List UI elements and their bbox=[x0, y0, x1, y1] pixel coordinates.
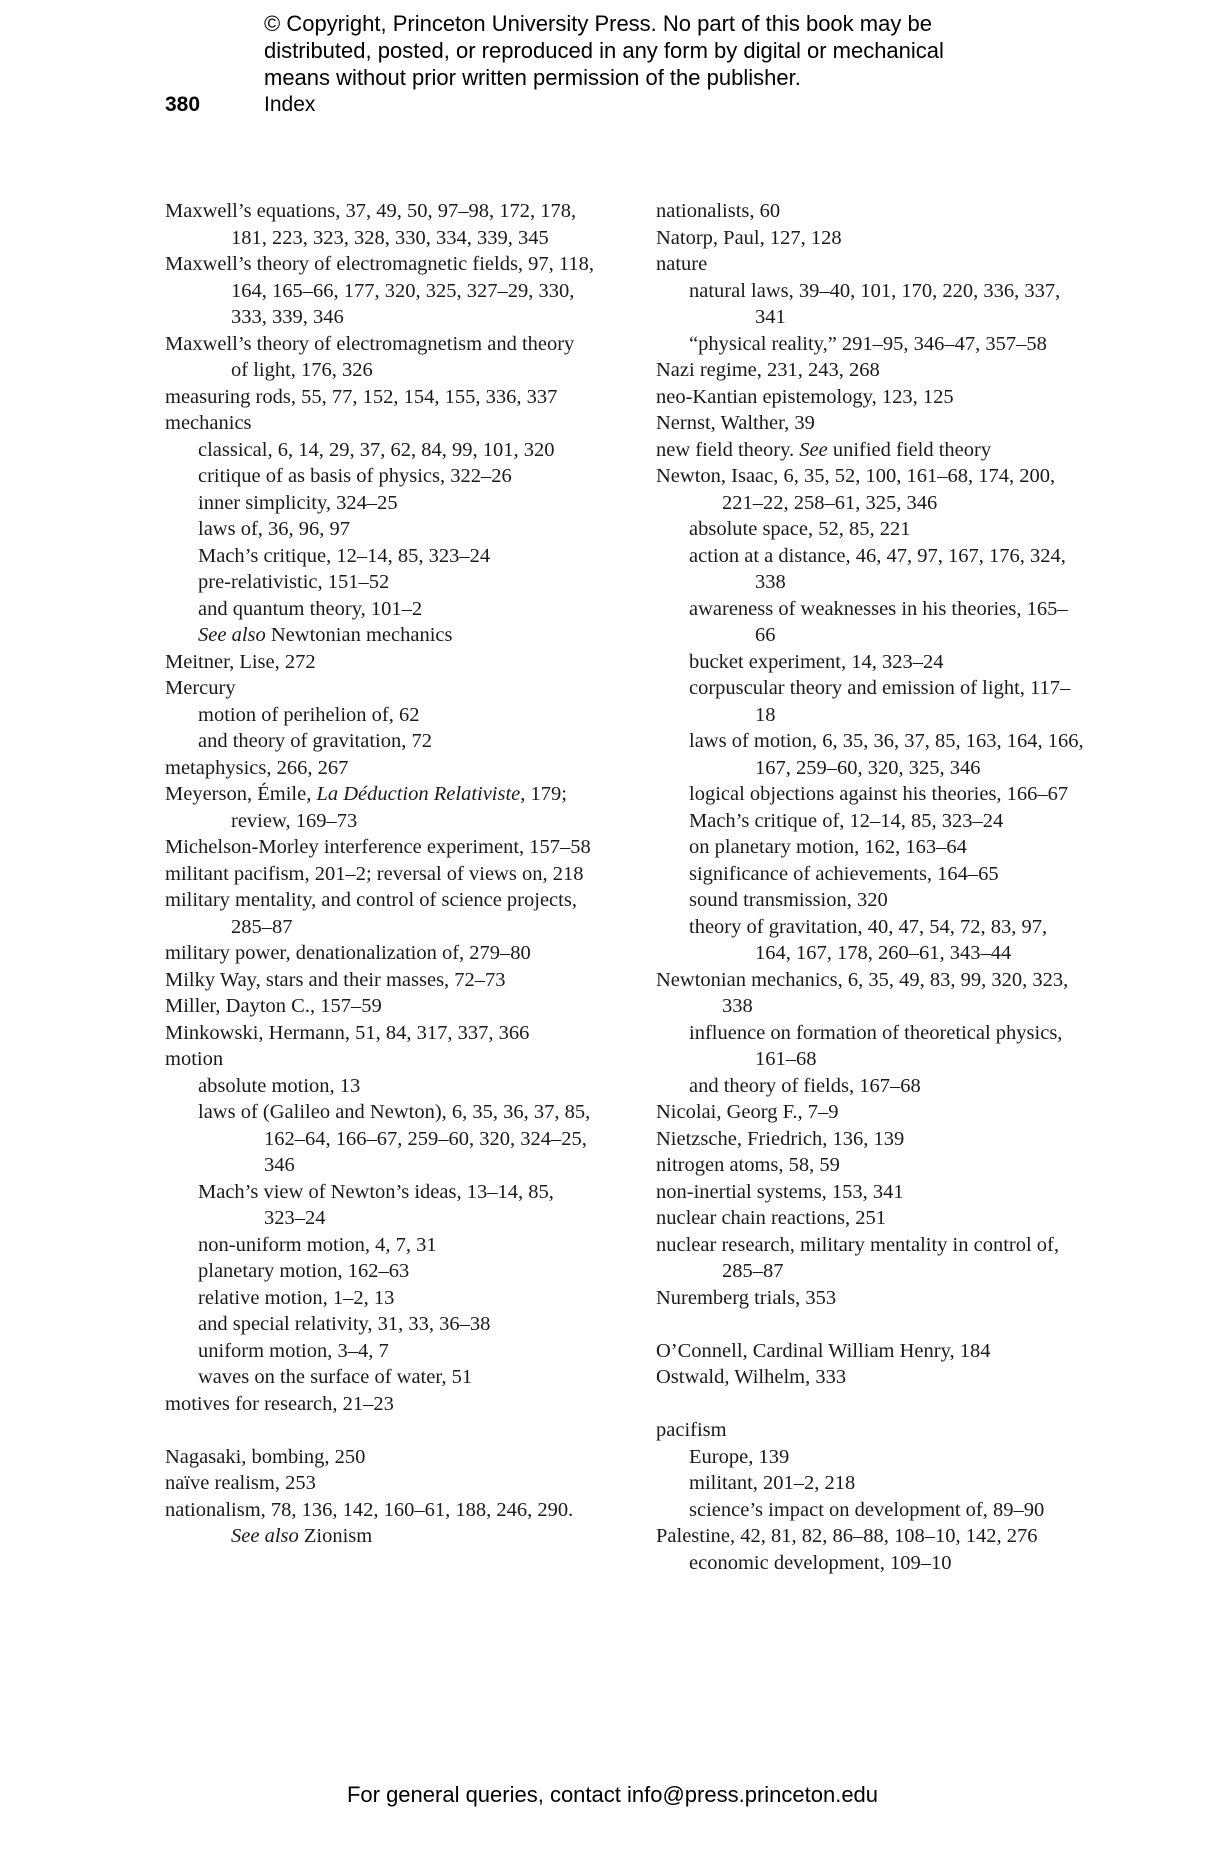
entry-text: Nernst, Walther, 39 bbox=[656, 412, 815, 434]
entry-text: and theory of gravitation, 72 bbox=[198, 730, 432, 752]
entry-text: and quantum theory, 101–2 bbox=[198, 597, 423, 620]
index-subentry bbox=[656, 887, 1086, 914]
index-entry bbox=[656, 1285, 1086, 1312]
entry-text: science’s impact on development of, 89–90 bbox=[689, 1498, 1045, 1521]
letter-group-gap bbox=[165, 1417, 595, 1444]
entry-text: motion bbox=[165, 1048, 224, 1070]
index-entry bbox=[165, 1046, 595, 1073]
entry-text: Mach’s critique of, 12–14, 85, 323–24 bbox=[689, 809, 1004, 832]
index-entry bbox=[165, 251, 595, 331]
entry-italic-text: See bbox=[799, 438, 828, 461]
index-entry bbox=[165, 993, 595, 1020]
index-entry bbox=[656, 1205, 1086, 1232]
index-subentry bbox=[656, 543, 1086, 596]
entry-text: absolute motion, 13 bbox=[198, 1074, 361, 1097]
entry-text: militant, 201–2, 218 bbox=[689, 1472, 856, 1494]
index-subentry bbox=[165, 702, 595, 729]
entry-text: logical objections against his theories, 166–67 bbox=[689, 783, 1069, 805]
index-subentry bbox=[656, 516, 1086, 543]
entry-text: nuclear chain reactions, 251 bbox=[656, 1207, 886, 1229]
entry-text: laws of motion, 6, 35, 36, 37, 85, 163, 164, 166, 167, 259–60, 320, 325, 346 bbox=[689, 730, 1084, 779]
entry-text: Nuremberg trials, 353 bbox=[656, 1286, 837, 1309]
index-entry bbox=[656, 463, 1086, 516]
index-subentry bbox=[656, 596, 1086, 649]
index-entry bbox=[656, 1232, 1086, 1285]
entry-text: Newtonian mechanics, 6, 35, 49, 83, 99, 320, 323, 338 bbox=[656, 968, 1069, 1017]
copyright-line: © Copyright, Princeton University Press. No part of this book may be bbox=[264, 11, 932, 36]
index-entry bbox=[165, 781, 595, 834]
entry-text: planetary motion, 162–63 bbox=[198, 1260, 410, 1282]
copyright-line: distributed, posted, or reproduced in any form by digital or mechanical bbox=[264, 38, 944, 63]
index-subentry bbox=[165, 1364, 595, 1391]
index-entry bbox=[656, 1152, 1086, 1179]
entry-text: Palestine, 42, 81, 82, 86–88, 108–10, 142, 276 bbox=[656, 1525, 1038, 1547]
index-entry bbox=[656, 1179, 1086, 1206]
entry-text: Europe, 139 bbox=[689, 1445, 790, 1468]
entry-text: theory of gravitation, 40, 47, 54, 72, 83, 97, 164, 167, 178, 260–61, 343–44 bbox=[689, 915, 1048, 964]
index-entry bbox=[656, 251, 1086, 278]
entry-text: Mach’s critique, 12–14, 85, 323–24 bbox=[198, 544, 491, 567]
index-subentry bbox=[656, 1470, 1086, 1497]
entry-text: new field theory. bbox=[656, 438, 800, 461]
entry-text: Nietzsche, Friedrich, 136, 139 bbox=[656, 1127, 905, 1150]
entry-text: “physical reality,” 291–95, 346–47, 357–58 bbox=[689, 332, 1047, 355]
copyright-notice bbox=[264, 10, 1024, 91]
entry-text: critique of as basis of physics, 322–26 bbox=[198, 465, 512, 487]
entry-text: Nazi regime, 231, 243, 268 bbox=[656, 359, 880, 381]
index-entry bbox=[656, 384, 1086, 411]
entry-text: on planetary motion, 162, 163–64 bbox=[689, 836, 967, 858]
index-entry bbox=[656, 1364, 1086, 1391]
index-subentry bbox=[656, 808, 1086, 835]
index-subentry bbox=[165, 1179, 595, 1232]
index-entry bbox=[165, 384, 595, 411]
entry-text: military power, denationalization of, 279–80 bbox=[165, 942, 531, 964]
entry-text: non-uniform motion, 4, 7, 31 bbox=[198, 1233, 437, 1256]
entry-text: uniform motion, 3–4, 7 bbox=[198, 1339, 389, 1362]
entry-text: pre-relativistic, 151–52 bbox=[198, 571, 390, 593]
entry-text: natural laws, 39–40, 101, 170, 220, 336, 337, 341 bbox=[689, 279, 1061, 328]
index-subentry bbox=[656, 1550, 1086, 1577]
letter-group-gap bbox=[656, 1391, 1086, 1418]
index-entry bbox=[165, 1497, 595, 1550]
index-column-left bbox=[165, 198, 595, 1550]
index-subentry bbox=[165, 1099, 595, 1179]
entry-text: sound transmission, 320 bbox=[689, 889, 888, 911]
entry-text: relative motion, 1–2, 13 bbox=[198, 1286, 395, 1309]
entry-text: Maxwell’s theory of electromagnetic fields, 97, 118, 164, 165–66, 177, 320, 325, 327–29, 330, 333, 339, 346 bbox=[165, 253, 595, 328]
entry-text: and special relativity, 31, 33, 36–38 bbox=[198, 1313, 491, 1335]
index-subentry bbox=[165, 1232, 595, 1259]
entry-text: corpuscular theory and emission of light, 117–18 bbox=[689, 677, 1071, 726]
index-entry bbox=[165, 887, 595, 940]
index-subentry bbox=[165, 569, 595, 596]
index-entry bbox=[656, 1126, 1086, 1153]
entry-suffix: Zionism bbox=[298, 1525, 373, 1547]
entry-text: significance of achievements, 164–65 bbox=[689, 862, 999, 885]
entry-text: awareness of weaknesses in his theories, 165–66 bbox=[689, 597, 1068, 646]
index-subentry bbox=[165, 543, 595, 570]
cross-reference-label: See also bbox=[198, 624, 271, 646]
entry-text: nuclear research, military mentality in control of, 285–87 bbox=[656, 1233, 1060, 1282]
index-subentry bbox=[165, 596, 595, 623]
index-entry bbox=[165, 1470, 595, 1497]
entry-text: naïve realism, 253 bbox=[165, 1472, 316, 1494]
entry-text: Newtonian mechanics bbox=[270, 624, 453, 646]
index-entry bbox=[165, 410, 595, 437]
letter-group-gap bbox=[656, 1311, 1086, 1338]
index-entry bbox=[656, 357, 1086, 384]
index-subentry bbox=[165, 516, 595, 543]
index-subentry bbox=[656, 1444, 1086, 1471]
index-entry bbox=[165, 755, 595, 782]
entry-text: economic development, 109–10 bbox=[689, 1551, 952, 1574]
entry-text: Mach’s view of Newton’s ideas, 13–14, 85, 323–24 bbox=[198, 1180, 554, 1229]
index-subentry bbox=[165, 490, 595, 517]
entry-suffix: unified field theory bbox=[827, 438, 992, 461]
entry-text: pacifism bbox=[656, 1419, 727, 1441]
index-entry bbox=[165, 1020, 595, 1047]
index-entry bbox=[656, 967, 1086, 1020]
entry-text: Natorp, Paul, 127, 128 bbox=[656, 226, 842, 249]
entry-text: nature bbox=[656, 253, 708, 275]
entry-text: classical, 6, 14, 29, 37, 62, 84, 99, 101, 320 bbox=[198, 438, 555, 461]
entry-text: O’Connell, Cardinal William Henry, 184 bbox=[656, 1339, 991, 1362]
entry-text: Maxwell’s equations, 37, 49, 50, 97–98, 172, 178, 181, 223, 323, 328, 330, 334, 339, 345 bbox=[165, 200, 577, 249]
entry-text: inner simplicity, 324–25 bbox=[198, 491, 398, 514]
index-entry bbox=[165, 834, 595, 861]
index-entry bbox=[165, 861, 595, 888]
index-subentry bbox=[656, 649, 1086, 676]
entry-text: Minkowski, Hermann, 51, 84, 317, 337, 366 bbox=[165, 1021, 530, 1044]
index-subentry bbox=[165, 1073, 595, 1100]
entry-text: mechanics bbox=[165, 412, 252, 434]
entry-text: Nagasaki, bombing, 250 bbox=[165, 1445, 366, 1468]
entry-text: Ostwald, Wilhelm, 333 bbox=[656, 1366, 847, 1388]
index-entry bbox=[165, 198, 595, 251]
entry-italic-text: La Déduction Relativiste bbox=[316, 783, 521, 805]
entry-text: waves on the surface of water, 51 bbox=[198, 1366, 473, 1388]
copyright-line: means without prior written permission of the publisher. bbox=[264, 65, 801, 90]
index-entry bbox=[165, 940, 595, 967]
index-subentry bbox=[656, 675, 1086, 728]
index-entry bbox=[656, 198, 1086, 225]
index-subentry bbox=[656, 1497, 1086, 1524]
entry-text: motives for research, 21–23 bbox=[165, 1392, 394, 1415]
entry-text: militant pacifism, 201–2; reversal of views on, 218 bbox=[165, 862, 584, 885]
entry-text: neo-Kantian epistemology, 123, 125 bbox=[656, 385, 954, 408]
index-entry bbox=[165, 649, 595, 676]
index-entry bbox=[165, 1391, 595, 1418]
index-subentry bbox=[656, 781, 1086, 808]
entry-text: Newton, Isaac, 6, 35, 52, 100, 161–68, 174, 200, 221–22, 258–61, 325, 346 bbox=[656, 465, 1056, 514]
index-subentry bbox=[165, 1338, 595, 1365]
entry-text: metaphysics, 266, 267 bbox=[165, 756, 349, 779]
entry-text: nationalism, 78, 136, 142, 160–61, 188, 246, 290. bbox=[165, 1498, 574, 1521]
index-subentry bbox=[165, 1285, 595, 1312]
footer-contact: For general queries, contact info@press.princeton.edu bbox=[346, 1782, 879, 1807]
index-subentry bbox=[165, 728, 595, 755]
index-entry bbox=[656, 1099, 1086, 1126]
entry-text: absolute space, 52, 85, 221 bbox=[689, 518, 911, 540]
entry-suffix: , 179; review, 169–73 bbox=[231, 783, 567, 832]
index-subentry bbox=[656, 728, 1086, 781]
entry-text: and theory of fields, 167–68 bbox=[689, 1074, 921, 1097]
entry-text: nitrogen atoms, 58, 59 bbox=[656, 1154, 840, 1176]
index-entry bbox=[165, 331, 595, 384]
index-entry bbox=[656, 1338, 1086, 1365]
index-subentry bbox=[165, 463, 595, 490]
index-entry bbox=[165, 675, 595, 702]
entry-text: measuring rods, 55, 77, 152, 154, 155, 336, 337 bbox=[165, 385, 558, 408]
index-subentry bbox=[656, 331, 1086, 358]
index-entry bbox=[656, 437, 1086, 464]
entry-text: Mercury bbox=[165, 677, 236, 699]
index-subentry bbox=[656, 1020, 1086, 1073]
entry-text: Maxwell’s theory of electromagnetism and theory of light, 176, 326 bbox=[165, 332, 575, 381]
entry-text: Miller, Dayton C., 157–59 bbox=[165, 995, 382, 1017]
index-entry bbox=[165, 1444, 595, 1471]
entry-text: military mentality, and control of science projects, 285–87 bbox=[165, 889, 577, 938]
entry-text: motion of perihelion of, 62 bbox=[198, 703, 420, 726]
entry-text: influence on formation of theoretical physics, 161–68 bbox=[689, 1021, 1063, 1070]
entry-text: action at a distance, 46, 47, 97, 167, 176, 324, 338 bbox=[689, 544, 1066, 593]
index-subentry bbox=[165, 1258, 595, 1285]
entry-text: Milky Way, stars and their masses, 72–73 bbox=[165, 968, 506, 991]
index-subentry bbox=[656, 914, 1086, 967]
index-entry bbox=[656, 1417, 1086, 1444]
entry-text: laws of, 36, 96, 97 bbox=[198, 518, 351, 540]
index-entry bbox=[656, 1523, 1086, 1550]
entry-text: nationalists, 60 bbox=[656, 200, 781, 222]
index-entry bbox=[656, 225, 1086, 252]
entry-text: bucket experiment, 14, 323–24 bbox=[689, 650, 944, 673]
entry-italic-text: See also bbox=[231, 1525, 299, 1547]
index-subentry bbox=[656, 278, 1086, 331]
page-number: 380 bbox=[165, 93, 201, 116]
index-subentry bbox=[165, 1311, 595, 1338]
index-subentry bbox=[656, 861, 1086, 888]
entry-text: Meitner, Lise, 272 bbox=[165, 650, 316, 673]
index-subentry bbox=[165, 622, 595, 649]
entry-text: Meyerson, Émile, bbox=[165, 783, 317, 805]
index-subentry bbox=[656, 834, 1086, 861]
entry-text: non-inertial systems, 153, 341 bbox=[656, 1180, 904, 1203]
entry-text: Nicolai, Georg F., 7–9 bbox=[656, 1101, 839, 1123]
index-entry bbox=[656, 410, 1086, 437]
entry-text: laws of (Galileo and Newton), 6, 35, 36, 37, 85, 162–64, 166–67, 259–60, 320, 324–25, 346 bbox=[198, 1101, 591, 1176]
entry-text: Michelson-Morley interference experiment, 157–58 bbox=[165, 836, 591, 858]
index-subentry bbox=[165, 437, 595, 464]
running-head: Index bbox=[264, 93, 316, 116]
index-column-right bbox=[656, 198, 1086, 1576]
index-entry bbox=[165, 967, 595, 994]
index-subentry bbox=[656, 1073, 1086, 1100]
